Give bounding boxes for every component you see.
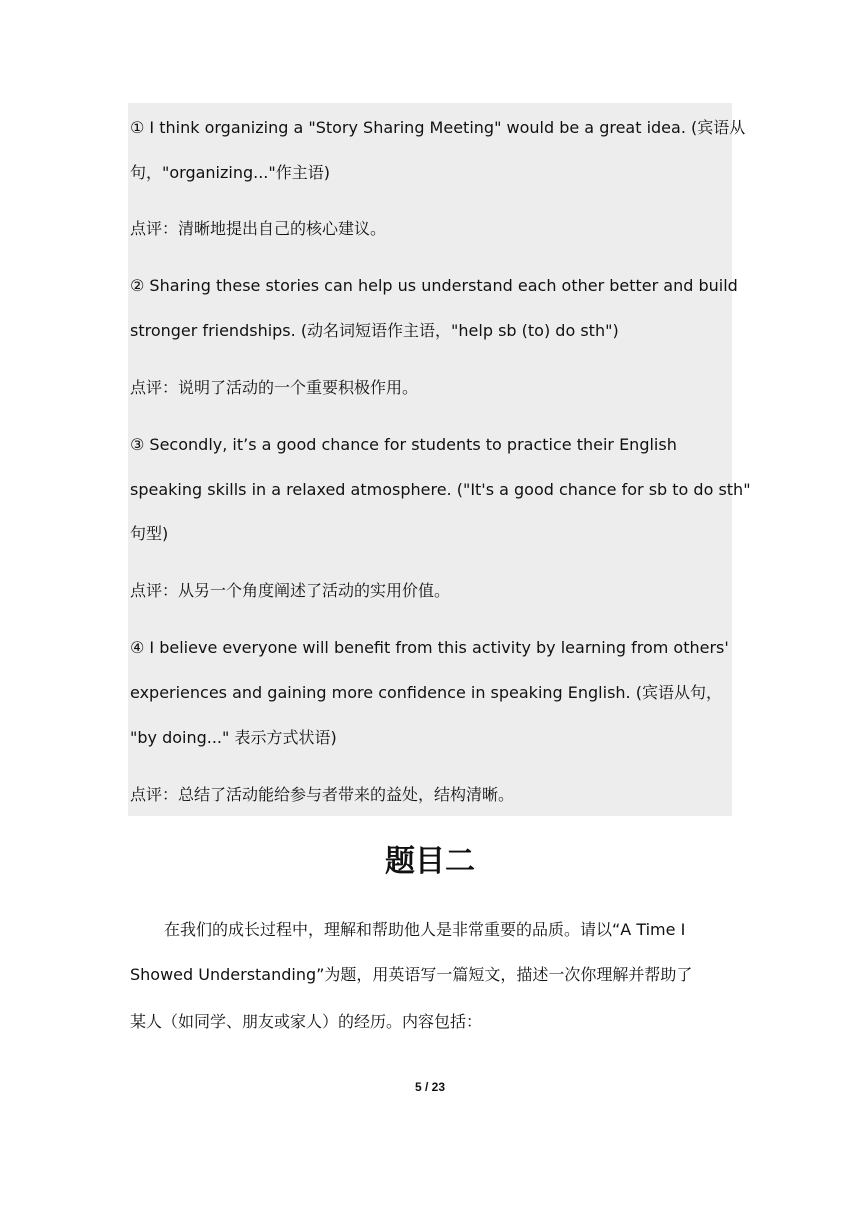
item-2-line-1: ② Sharing these stories can help us understand each other better and build <box>130 276 738 295</box>
section-title: 题目二 <box>385 844 475 879</box>
item-3-line-3: 句型) <box>130 524 169 543</box>
comment-2: 点评：说明了活动的一个重要积极作用。 <box>130 378 419 397</box>
item-2-line-2: stronger friendships. (动名词短语作主语，"help sb (to) do sth") <box>130 321 619 340</box>
comment-1: 点评：清晰地提出自己的核心建议。 <box>130 219 387 238</box>
item-1-line-1: ① I think organizing a "Story Sharing Meeting" would be a great idea. (宾语从 <box>130 118 746 137</box>
prompt-line-3: 某人（如同学、朋友或家人）的经历。内容包括： <box>130 1012 483 1031</box>
item-3-line-1: ③ Secondly, it’s a good chance for students to practice their English <box>130 435 677 454</box>
item-4-line-1: ④ I believe everyone will benefit from this activity by learning from others' <box>130 638 729 657</box>
item-3-line-2: speaking skills in a relaxed atmosphere. ("It's a good chance for sb to do sth" <box>130 480 751 499</box>
prompt-line-1: 在我们的成长过程中，理解和帮助他人是非常重要的品质。请以“A Time I <box>164 920 686 939</box>
page-number: 5 / 23 <box>414 1080 446 1094</box>
analysis-block <box>128 103 732 816</box>
item-4-line-2: experiences and gaining more confidence in speaking English. (宾语从句， <box>130 683 722 702</box>
item-4-line-3: "by doing..." 表示方式状语) <box>130 728 337 747</box>
prompt-line-2: Showed Understanding”为题，用英语写一篇短文，描述一次你理解并帮助了 <box>130 965 693 984</box>
comment-3: 点评：从另一个角度阐述了活动的实用价值。 <box>130 581 451 600</box>
item-1-line-2: 句，"organizing..."作主语) <box>130 163 330 182</box>
comment-4: 点评：总结了活动能给参与者带来的益处，结构清晰。 <box>130 785 515 804</box>
